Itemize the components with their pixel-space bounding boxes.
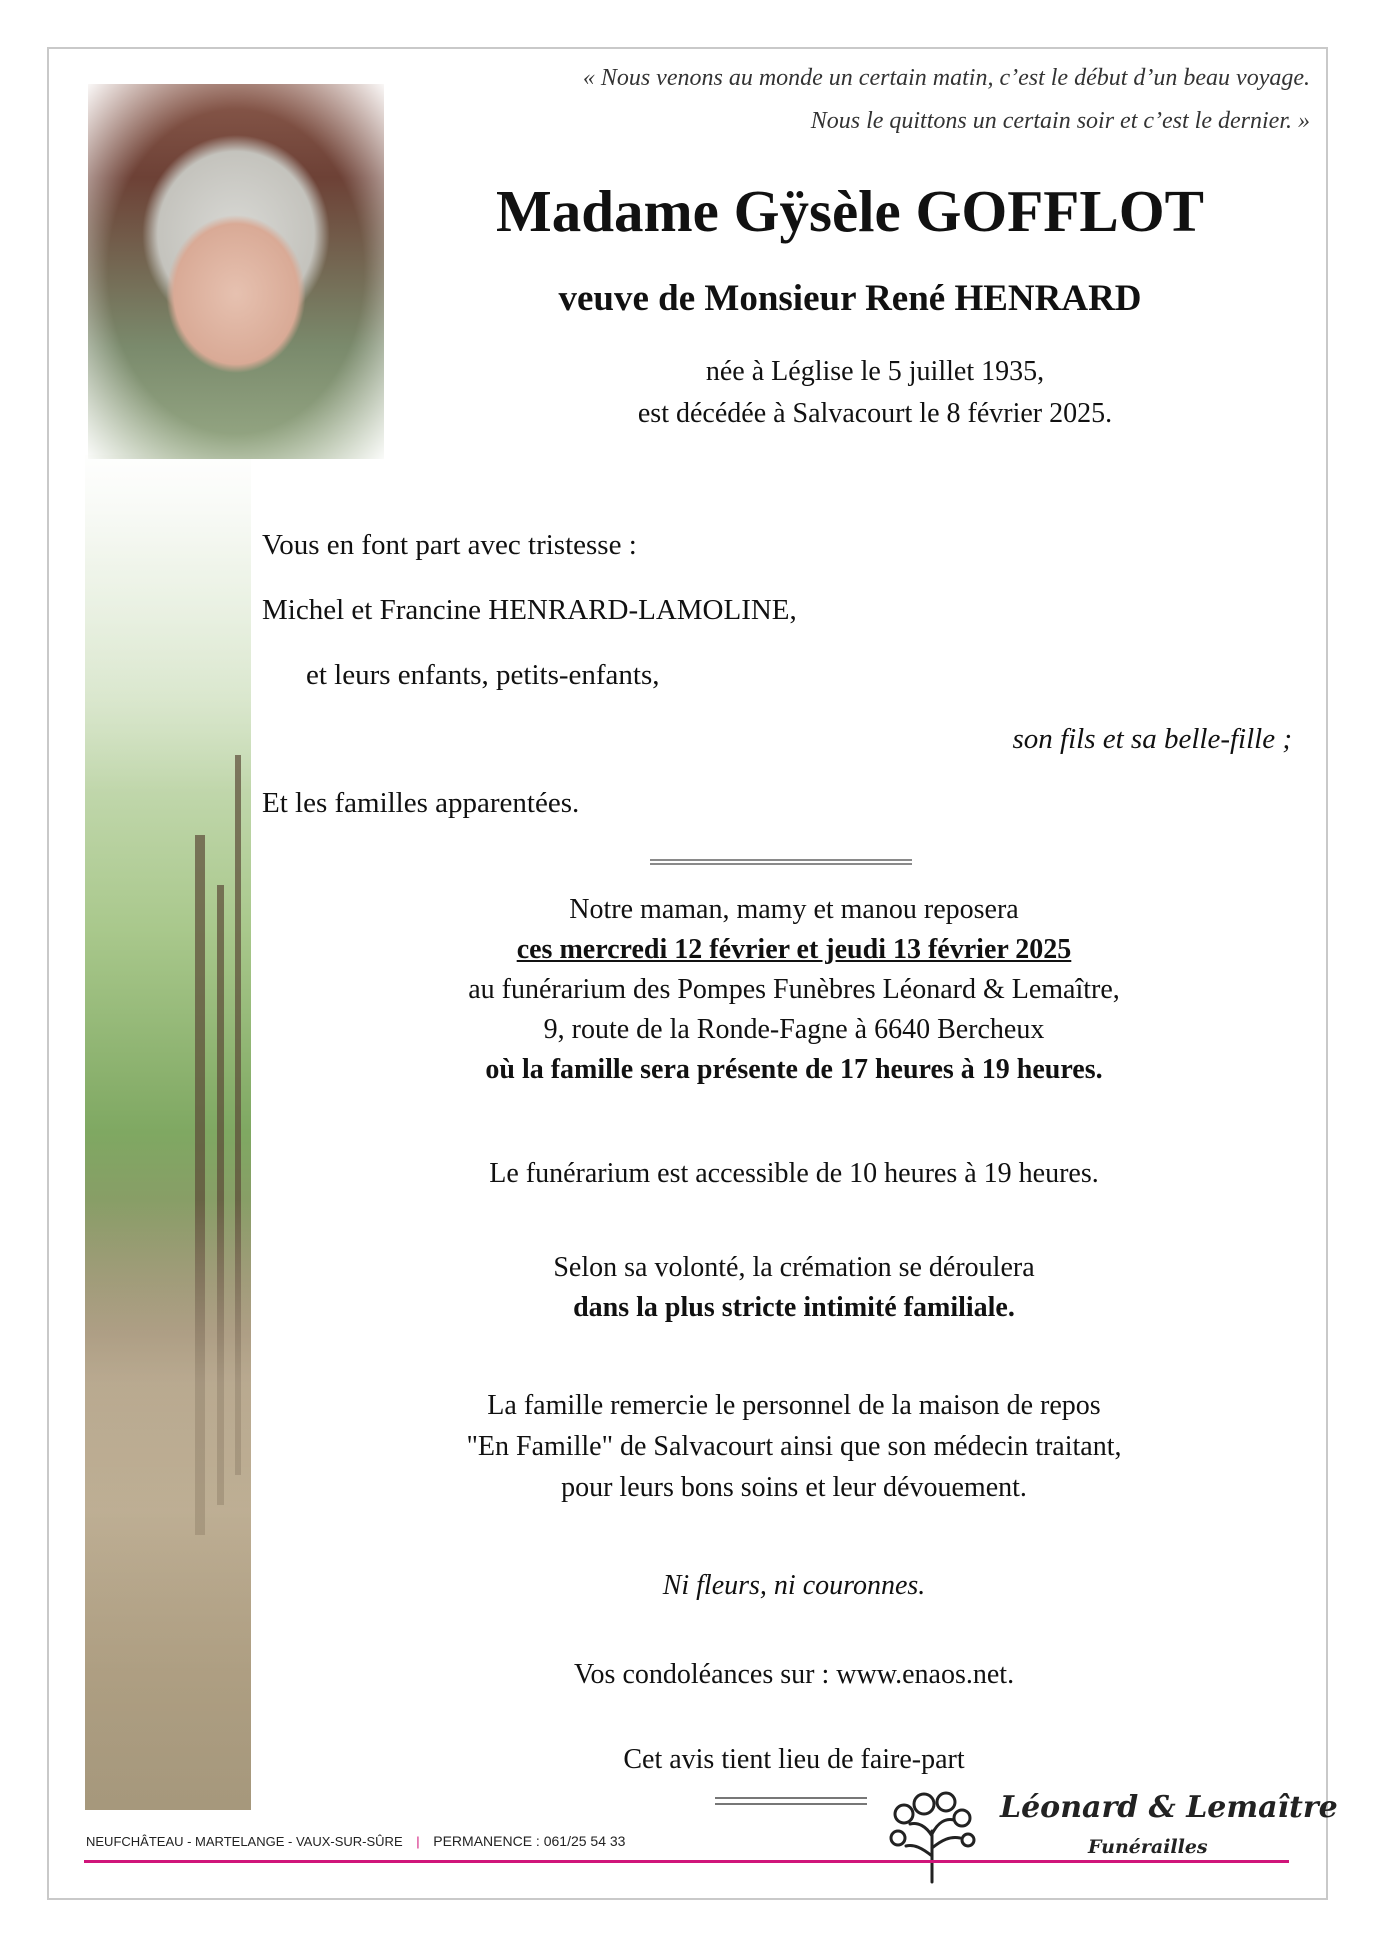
family-intro: Vous en font part avec tristesse : [262,529,637,561]
epigraph-quote [310,57,1310,143]
family-line-3: son fils et sa belle-fille ; [1012,723,1292,755]
logo-rule [715,1797,867,1805]
rest-line-1: Notre maman, mamy et manou reposera [569,894,1019,925]
cremation-line-1: Selon sa volonté, la crémation se déroulera [553,1252,1035,1283]
notice-line: Cet avis tient lieu de faire-part [623,1744,965,1775]
deceased-name: Madame Gÿsèle GOFFLOT [496,178,1204,244]
death-line: est décédée à Salvacourt le 8 février 2025. [637,398,1113,429]
quote-line-2: Nous le quittons un certain soir et c’est le dernier. » [810,108,1310,134]
cremation-line-2: dans la plus stricte intimité familiale. [573,1292,1015,1323]
family-line-1: Michel et Francine HENRARD-LAMOLINE, [262,594,797,626]
footer-accent-line [84,1860,1289,1863]
footer-info [86,1833,625,1849]
widow-of: veuve de Monsieur René HENRARD [558,278,1142,319]
rest-dates: ces mercredi 12 février et jeudi 13 février 2025 [516,934,1072,965]
condolences-line: Vos condoléances sur : www.enaos.net. [573,1659,1015,1690]
tree-logo-icon [888,1786,978,1886]
family-presence: où la famille sera présente de 17 heures à 19 heures. [485,1054,1103,1085]
forest-path-image [85,455,251,1810]
family-line-4: Et les familles apparentées. [262,787,580,819]
footer-separator: | [416,1834,420,1849]
thanks-line-1: La famille remercie le personnel de la maison de repos [487,1390,1101,1421]
cremation-section [260,1248,1328,1328]
family-line-2: et leurs enfants, petits-enfants, [306,659,660,691]
footer-locations: NEUFCHÂTEAU - MARTELANGE - VAUX-SUR-SÛRE [86,1834,403,1849]
no-flowers: Ni fleurs, ni couronnes. [662,1570,926,1601]
company-name: Léonard & Lemaître [1000,1790,1338,1825]
thanks-line-2: "En Famille" de Salvacourt ainsi que son médecin traitant, [466,1431,1122,1462]
rest-address: 9, route de la Ronde-Fagne à 6640 Bercheux [543,1014,1045,1045]
birth-death-dates [450,351,1300,435]
thanks-section [260,1385,1328,1508]
rest-place: au funérarium des Pompes Funèbres Léonard & Lemaître, [468,974,1120,1005]
thanks-line-3: pour leurs bons soins et leur dévouement. [561,1472,1027,1503]
section-divider [650,859,912,865]
footer-permanence: PERMANENCE : 061/25 54 33 [433,1833,626,1849]
rest-section [260,890,1328,1090]
company-subtitle: Funérailles [1088,1836,1208,1858]
birth-line: née à Léglise le 5 juillet 1935, [705,356,1045,387]
quote-line-1: « Nous venons au monde un certain matin, c’est le début d’un beau voyage. [582,65,1310,91]
access-hours: Le funérarium est accessible de 10 heures à 19 heures. [489,1158,1099,1189]
